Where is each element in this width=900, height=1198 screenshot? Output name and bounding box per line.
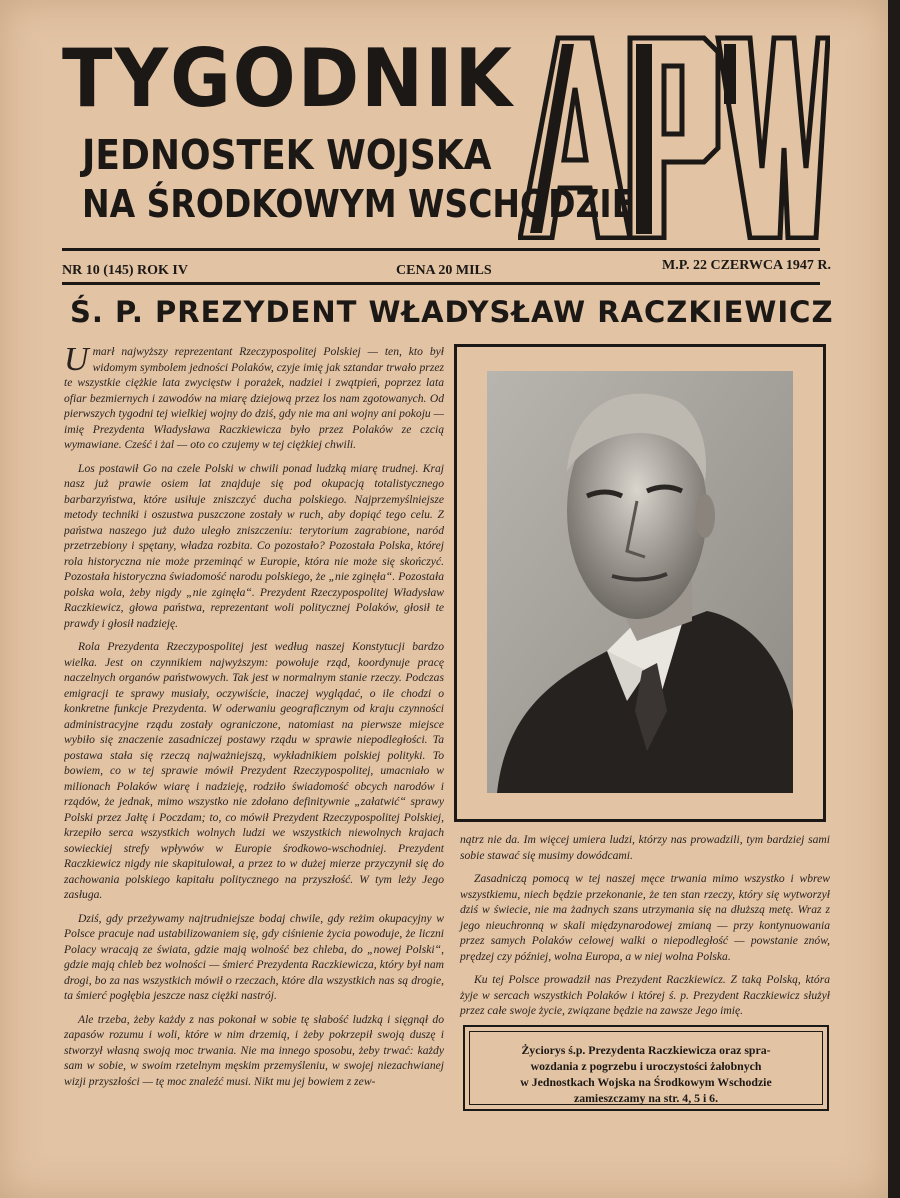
paragraph: Ale trzeba, żeby każdy z nas pokonał w sobie tę słabość ludzką i sięgnął do zapasów rozumu i woli, które w nim drzemią, i żeby pokrzepił swoją duszę i stworzył własną swoją moc trwania. Nie ma innego sposobu, żeby trwać: każdy sam w sobie, w swoim rzetelnym męskim przemyśleniu, w swojej niezachwianej wizji przyszłości — tę moc znaleźć musi. Nikt mu jej bowiem z zew- — [64, 1012, 444, 1088]
notice-line: zamieszczamy na str. 4, 5 i 6. — [573, 1091, 719, 1105]
paragraph: Umarł najwyższy reprezentant Rzeczypospolitej Polskiej — ten, kto był widomym symbolem jedności Polaków, czyje imię jak sztandar trwało przez te wszystkie ciężkie lata zwycięstw i porażek, nadziei i zwątpień, poprzez lata ofiar bezmiernych i zawodów na miarę dziejową przez los nam zgotowanych. Od pierwszych tygodni tej wielkiej wojny do dziś, gdy nie ma ani wojny ani pokoju — imię Prezydenta Władysława Raczkiewicza było przez Polaków ze czcią wymawiane. Cześć i żal — oto co czujemy w tej ciężkiej chwili. — [64, 344, 444, 451]
notice-line: w Jednostkach Wojska na Środkowym Wschodzie — [520, 1075, 772, 1089]
notice-line: Życiorys ś.p. Prezydenta Raczkiewicza oraz spra- — [521, 1043, 771, 1057]
notice-box — [463, 1025, 829, 1111]
apw-logo — [518, 28, 830, 240]
masthead-title: TYGODNIK — [62, 32, 514, 126]
paragraph: Ku tej Polsce prowadził nas Prezydent Raczkiewicz. Z taką Polską, która żyje w sercach wszystkich Polaków i której ś. p. Prezydent Raczkiewicz służył przez całe swoje życie, związane będzie na zawsze Jego imię. — [460, 973, 830, 1017]
paragraph: Zasadniczą pomocą w tej naszej męce trwania mimo wszystko i wbrew wszystkiemu, niech będzie przekonanie, że ten stan rzeczy, który się wytworzył dziś w świecie, nie ma żadnych szans utrzymania się na dłuższą metę. Wraz z jego nieuchronną w skali międzynarodowej zmianą — przy kontynuowania przez samych Polaków celowej walki o niepodległość — powstanie znów, prędzej czy później, wolna Europa, a w niej wolna Polska. — [460, 872, 830, 963]
article-column-left — [64, 344, 444, 1164]
paragraph: Dziś, gdy przeżywamy najtrudniejsze bodaj chwile, gdy reżim okupacyjny w Polsce pracuje nad ustabilizowaniem się, gdy ciśnienie życia powoduje, że liczni Polacy wracają ze świata, gdzie mają wolność bez chleba, do „nowej Polski“, gdzie mają chleb bez wolności — śmierć Prezydenta Raczkiewicza, który był nam drogi, bo za nas wszystkich mówił o rzeczach, które dla wszystkich nas są drogie, ta śmierć pogłębia jeszcze nasz ciężki nastrój. — [64, 911, 444, 1002]
masthead — [62, 32, 635, 226]
article-column-right — [460, 832, 830, 1027]
portrait-photo — [487, 371, 793, 793]
masthead-subtitle-2: NA ŚRODKOWYM WSCHODZIE — [82, 181, 635, 226]
paragraph: nątrz nie da. Im więcej umiera ludzi, którzy nas prowadzili, tym bardziej sami sobie stawać się musimy dowódcami. — [460, 833, 830, 862]
portrait-frame — [454, 344, 826, 822]
paragraph: Los postawił Go na czele Polski w chwili ponad ludzką miarę trudnej. Kraj nasz już prawie osiem lat znajduje się pod okupacją totalistycznego barbarzyństwa, które usiłuje zniszczyć ducha polskiego. Najprzemyślniejsze metody techniki i oszustwa puszczone zostały w ruch, aby dopiąć tego celu. Z państwa naszego już dużo uległo zniszczeniu: terytorium zagrabione, naród przetrzebiony i spętany, władza rozbita. Co pozostało? Pozostała Polska, której rola historyczna nie może przeminąć w Europie, która nie może się skończyć. Pozostała historyczna świadomość narodu polskiego, że „nie zginęła“. Pozostała polska wola, żeby nigdy „nie zginęła“. Prezydent Rzeczypospolitej Władysław Raczkiewicz, głowa państwa, reprezentant woli politycznej Polaków, głosił te prawdy i głosił nadzieję. — [64, 461, 444, 630]
issue-price: CENA 20 MILS — [396, 263, 492, 278]
masthead-subtitle-1: JEDNOSTEK WOJSKA — [82, 132, 492, 180]
issue-number: NR 10 (145) ROK IV — [62, 263, 188, 278]
bottom-rule — [62, 282, 820, 285]
paragraph: Rola Prezydenta Rzeczypospolitej jest według naszej Konstytucji bardzo wielka. Jest on czynnikiem najwyższym: powołuje rząd, koordynuje pracę naczelnych organów państwowych. Tak jest w normalnym stanie rzeczy. Podczas emigracji te sprawy musiały, oczywiście, inaczej wyglądać, o ile chodzi o konkretne funkcje Prezydenta. W oderwaniu geograficznym od kraju czynności administracyjne rządu zostały ograniczone, natomiast na pierwsze miejsce wybiło się znaczenie zasadniczej postawy rządu w sprawie niepodległości. Ta postawa stała się rzeczą najważniejszą, wykładnikiem polskiej polityki. To bowiem, co w tej sprawie mówił Prezydent Rzeczypospolitej, umacniało w milionach Polaków wiarę i nadzieję, rodziło świadomość obcych narodów i rządów, że jednak, mimo wszystko nie zdołano definitywnie „załatwić“ sprawy Polski przez Jałtę i Poczdam; to, co mówił Prezydent Rzeczypospolitej Polskiej, krzepiło serca wszystkich wolnych ludzi we wszystkich niewolnych krajach sowieckiej strefy wpływów w Europie środkowo-wschodniej. Prezydent Raczkiewicz nigdy nie skapitulował, a przez to w dużej mierze przyczynił się do zachowania polskiego kapitału politycznego na przyszłość. W tym leży Jego zasługa. — [64, 640, 444, 901]
notice-inner-border — [469, 1031, 823, 1105]
issue-date: M.P. 22 CZERWCA 1947 R. — [662, 258, 831, 273]
page-edge — [888, 0, 900, 1198]
notice-line: wozdania z pogrzebu i uroczystości żałobnych — [530, 1059, 762, 1073]
headline: Ś. P. PREZYDENT WŁADYSŁAW RACZKIEWICZ — [70, 295, 834, 329]
top-rule — [62, 248, 820, 251]
